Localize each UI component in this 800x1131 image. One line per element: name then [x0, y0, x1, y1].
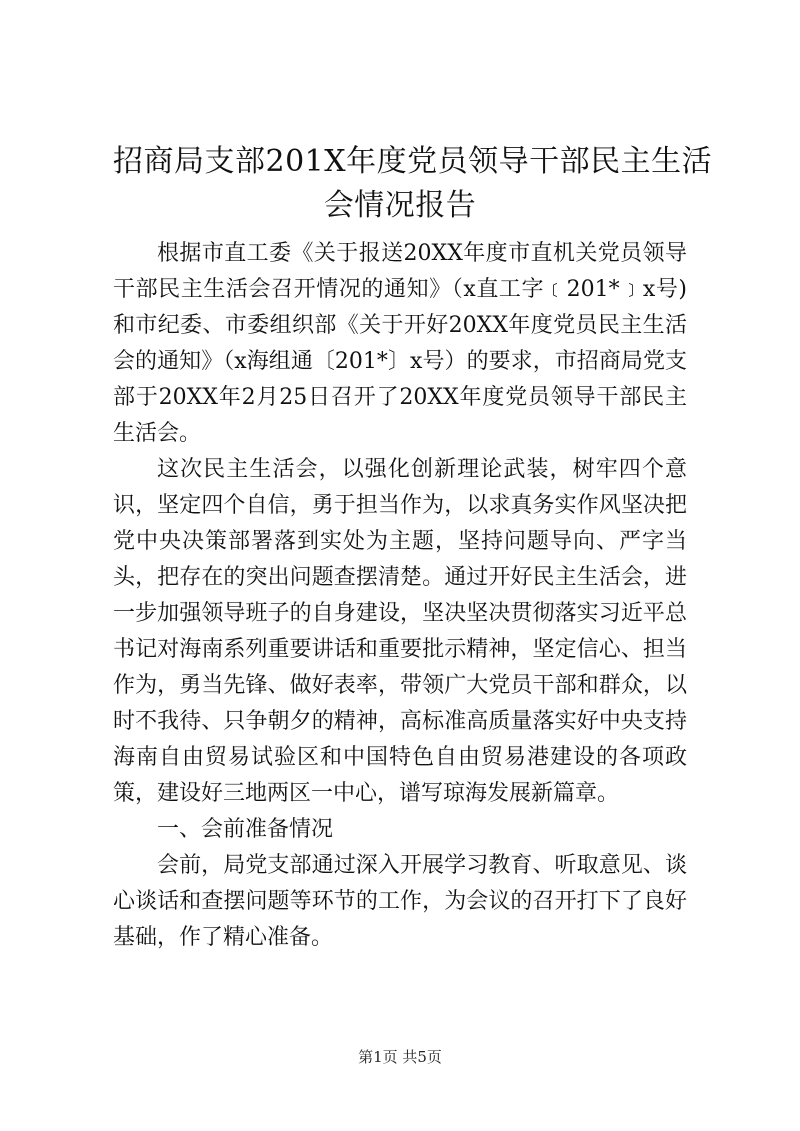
- title-line-2: 会情况报告: [323, 188, 477, 223]
- title-line-1: 招商局支部201X年度党员领导干部民主生活: [113, 144, 713, 179]
- paragraph-theme: 这次民主生活会，以强化创新理论武装，树牢四个意识，坚定四个自信，勇于担当作为，以求真务实作风坚决把党中央决策部署落到实处为主题，坚持问题导向、严字当头，把存在的突出问题查摆清楚。通过开好民主生活会，进一步加强领导班子的自身建设，坚决坚决贯彻落实习近平总书记对海南系列重要讲话和重要批示精神，坚定信心、担当作为，勇当先锋、做好表率，带领广大党员干部和群众，以时不我待、只争朝夕的精神，高标准高质量落实好中央支持海南自由贸易试验区和中国特色自由贸易港建设的各项政策，建设好三地两区一中心，谱写琼海发展新篇章。: [113, 457, 687, 806]
- page-footer: [0, 1047, 800, 1067]
- paragraph-intro: 根据市直工委《关于报送20XX年度市直机关党员领导干部民主生活会召开情况的通知》（x直工字﹝201*﹞x号)和市纪委、市委组织部《关于开好20XX年度党员民主生活会的通知》（x海组通〔201*〕x号）的要求，市招商局党支部于20XX年2月25日召开了20XX年度党员领导干部民主生活会。: [113, 241, 687, 446]
- document-title: [113, 140, 713, 228]
- section-heading: 一、会前准备情况: [157, 817, 334, 842]
- document-body: [113, 236, 687, 956]
- paragraph-preparation: 会前，局党支部通过深入开展学习教育、听取意见、谈心谈话和查摆问题等环节的工作，为会议的召开打下了良好基础，作了精心准备。: [113, 853, 687, 950]
- page-indicator: 第1页 共5页: [358, 1048, 442, 1066]
